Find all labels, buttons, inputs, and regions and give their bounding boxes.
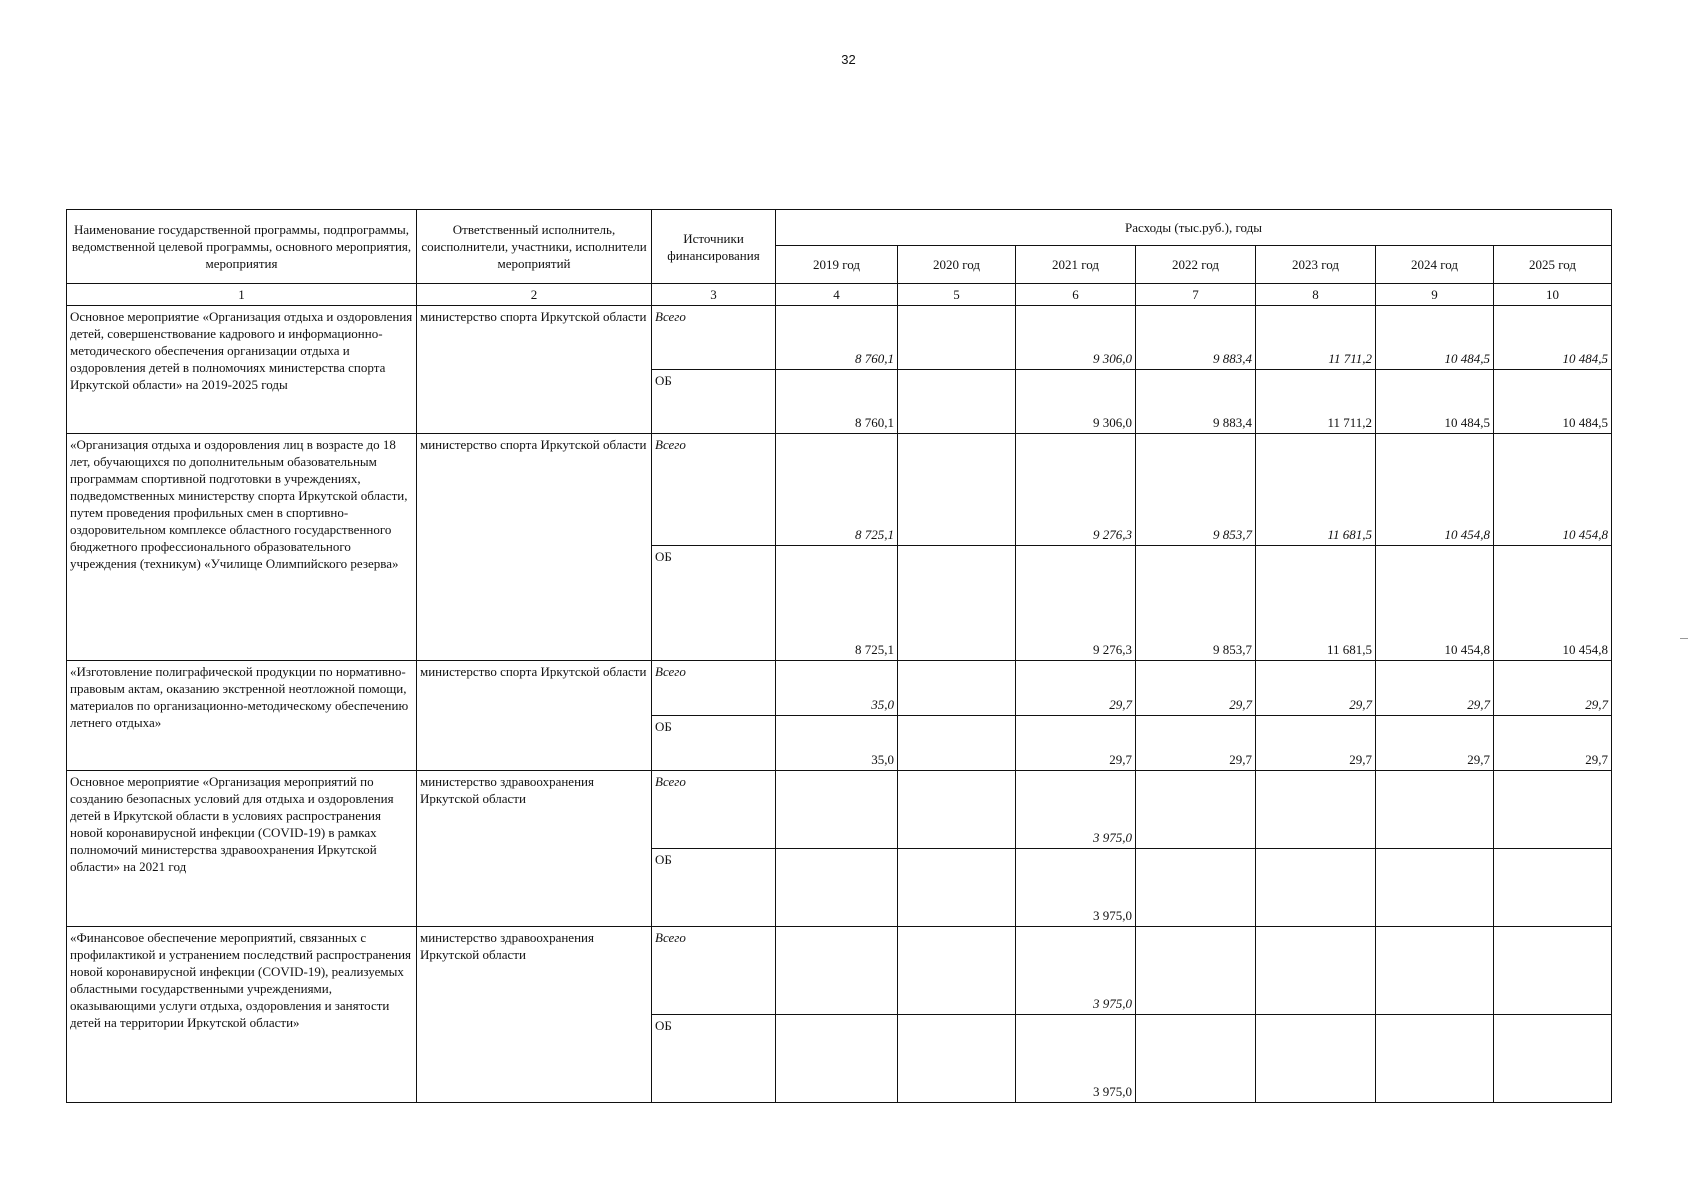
header-year: 2021 год bbox=[1016, 246, 1136, 284]
column-number: 10 bbox=[1494, 284, 1612, 306]
header-year: 2020 год bbox=[898, 246, 1016, 284]
sub-value: 9 306,0 bbox=[1016, 370, 1136, 434]
total-value bbox=[776, 771, 898, 849]
total-value bbox=[1256, 771, 1376, 849]
total-value bbox=[1494, 771, 1612, 849]
total-value: 9 306,0 bbox=[1016, 306, 1136, 370]
total-value bbox=[898, 434, 1016, 546]
sub-value: 29,7 bbox=[1016, 716, 1136, 771]
sub-value: 10 484,5 bbox=[1494, 370, 1612, 434]
sub-value: 35,0 bbox=[776, 716, 898, 771]
header-year: 2023 год bbox=[1256, 246, 1376, 284]
source-sub-label: ОБ bbox=[652, 716, 776, 771]
source-total-label: Всего bbox=[652, 771, 776, 849]
sub-value: 10 454,8 bbox=[1376, 546, 1494, 661]
total-value: 10 484,5 bbox=[1494, 306, 1612, 370]
sub-value: 3 975,0 bbox=[1016, 849, 1136, 927]
total-value: 29,7 bbox=[1256, 661, 1376, 716]
header-year: 2022 год bbox=[1136, 246, 1256, 284]
header-year: 2019 год bbox=[776, 246, 898, 284]
column-number: 1 bbox=[67, 284, 417, 306]
scan-mark bbox=[1680, 638, 1688, 639]
source-total-label: Всего bbox=[652, 434, 776, 546]
source-sub-label: ОБ bbox=[652, 849, 776, 927]
sub-value: 29,7 bbox=[1376, 716, 1494, 771]
total-value: 10 454,8 bbox=[1376, 434, 1494, 546]
total-value bbox=[1376, 771, 1494, 849]
sub-value bbox=[1494, 1015, 1612, 1103]
sub-value: 8 725,1 bbox=[776, 546, 898, 661]
header-year: 2024 год bbox=[1376, 246, 1494, 284]
total-value: 29,7 bbox=[1376, 661, 1494, 716]
total-value: 9 276,3 bbox=[1016, 434, 1136, 546]
activity-name: «Изготовление полиграфической продукции по нормативно-правовым актам, оказанию экстренной неотложной помощи, материалов по организационно-методическому обеспечению летнего отдыха» bbox=[67, 661, 417, 771]
executor-name: министерство здравоохранения Иркутской области bbox=[417, 771, 652, 927]
page-number: 32 bbox=[841, 52, 856, 67]
column-number: 9 bbox=[1376, 284, 1494, 306]
total-value: 9 883,4 bbox=[1136, 306, 1256, 370]
total-value: 8 760,1 bbox=[776, 306, 898, 370]
table-row bbox=[67, 306, 1612, 370]
header-name: Наименование государственной программы, подпрограммы, ведомственной целевой программы, основного мероприятия, мероприятия bbox=[67, 210, 417, 284]
source-total-label: Всего bbox=[652, 927, 776, 1015]
sub-value bbox=[898, 849, 1016, 927]
sub-value: 3 975,0 bbox=[1016, 1015, 1136, 1103]
source-sub-label: ОБ bbox=[652, 370, 776, 434]
column-number: 7 bbox=[1136, 284, 1256, 306]
total-value: 35,0 bbox=[776, 661, 898, 716]
column-number: 3 bbox=[652, 284, 776, 306]
total-value bbox=[1494, 927, 1612, 1015]
executor-name: министерство здравоохранения Иркутской области bbox=[417, 927, 652, 1103]
total-value: 29,7 bbox=[1136, 661, 1256, 716]
total-value: 9 853,7 bbox=[1136, 434, 1256, 546]
sub-value: 9 883,4 bbox=[1136, 370, 1256, 434]
sub-value: 9 276,3 bbox=[1016, 546, 1136, 661]
total-value bbox=[898, 927, 1016, 1015]
column-number: 8 bbox=[1256, 284, 1376, 306]
header-source: Источники финансирования bbox=[652, 210, 776, 284]
source-total-label: Всего bbox=[652, 661, 776, 716]
column-number: 5 bbox=[898, 284, 1016, 306]
source-sub-label: ОБ bbox=[652, 1015, 776, 1103]
sub-value bbox=[1256, 849, 1376, 927]
table-row bbox=[67, 771, 1612, 849]
sub-value bbox=[1494, 849, 1612, 927]
source-total-label: Всего bbox=[652, 306, 776, 370]
total-value: 10 484,5 bbox=[1376, 306, 1494, 370]
executor-name: министерство спорта Иркутской области bbox=[417, 661, 652, 771]
activity-name: «Финансовое обеспечение мероприятий, связанных с профилактикой и устранением последствий распространения новой коронавирусной инфекции (COVID-19), реализуемых областными государственными учреждениями, оказывающими услуги отдыха, оздоровления и занятости детей на территории Иркутской области» bbox=[67, 927, 417, 1103]
activity-name: Основное мероприятие «Организация мероприятий по созданию безопасных условий для отдыха и оздоровления детей в Иркутской области в условиях распространения новой коронавирусной инфекции (COVID-19) в рамках полномочий министерства здравоохранения Иркутской области» на 2021 год bbox=[67, 771, 417, 927]
total-value: 10 454,8 bbox=[1494, 434, 1612, 546]
total-value: 29,7 bbox=[1016, 661, 1136, 716]
sub-value: 9 853,7 bbox=[1136, 546, 1256, 661]
total-value: 11 681,5 bbox=[1256, 434, 1376, 546]
total-value: 3 975,0 bbox=[1016, 771, 1136, 849]
total-value: 11 711,2 bbox=[1256, 306, 1376, 370]
sub-value bbox=[898, 546, 1016, 661]
executor-name: министерство спорта Иркутской области bbox=[417, 306, 652, 434]
total-value bbox=[1136, 771, 1256, 849]
total-value bbox=[898, 771, 1016, 849]
total-value bbox=[1376, 927, 1494, 1015]
executor-name: министерство спорта Иркутской области bbox=[417, 434, 652, 661]
sub-value: 11 711,2 bbox=[1256, 370, 1376, 434]
sub-value: 10 454,8 bbox=[1494, 546, 1612, 661]
total-value bbox=[898, 306, 1016, 370]
sub-value bbox=[776, 849, 898, 927]
total-value: 8 725,1 bbox=[776, 434, 898, 546]
table-row bbox=[67, 927, 1612, 1015]
activity-name: «Организация отдыха и оздоровления лиц в возрасте до 18 лет, обучающихся по дополнительным обазовательным программам спортивной подготовки в учреждениях, подведомственных министерству спорта Иркутской области, путем проведения профильных смен в спортивно-оздоровительном комплексе областного государственного бюджетного профессионального образовательного учреждения (техникум) «Училище Олимпийского резерва» bbox=[67, 434, 417, 661]
sub-value bbox=[898, 716, 1016, 771]
total-value bbox=[776, 927, 898, 1015]
sub-value: 29,7 bbox=[1494, 716, 1612, 771]
total-value bbox=[1136, 927, 1256, 1015]
total-value bbox=[1256, 927, 1376, 1015]
sub-value: 8 760,1 bbox=[776, 370, 898, 434]
sub-value bbox=[1376, 1015, 1494, 1103]
sub-value bbox=[776, 1015, 898, 1103]
total-value: 3 975,0 bbox=[1016, 927, 1136, 1015]
total-value bbox=[898, 661, 1016, 716]
sub-value bbox=[1136, 849, 1256, 927]
sub-value: 11 681,5 bbox=[1256, 546, 1376, 661]
header-year: 2025 год bbox=[1494, 246, 1612, 284]
header-executor: Ответственный исполнитель, соисполнители, участники, исполнители мероприятий bbox=[417, 210, 652, 284]
column-number: 2 bbox=[417, 284, 652, 306]
sub-value: 29,7 bbox=[1256, 716, 1376, 771]
sub-value bbox=[898, 1015, 1016, 1103]
budget-table bbox=[66, 209, 1612, 1103]
sub-value: 29,7 bbox=[1136, 716, 1256, 771]
sub-value: 10 484,5 bbox=[1376, 370, 1494, 434]
sub-value bbox=[1136, 1015, 1256, 1103]
sub-value bbox=[1256, 1015, 1376, 1103]
table-row bbox=[67, 434, 1612, 546]
header-expenses: Расходы (тыс.руб.), годы bbox=[776, 210, 1612, 246]
table-row bbox=[67, 661, 1612, 716]
activity-name: Основное мероприятие «Организация отдыха и оздоровления детей, совершенствование кадрового и информационно-методического обеспечения организации отдыха и оздоровления детей в полномочиях министерства спорта Иркутской области» на 2019-2025 годы bbox=[67, 306, 417, 434]
source-sub-label: ОБ bbox=[652, 546, 776, 661]
total-value: 29,7 bbox=[1494, 661, 1612, 716]
sub-value bbox=[1376, 849, 1494, 927]
column-number: 6 bbox=[1016, 284, 1136, 306]
sub-value bbox=[898, 370, 1016, 434]
column-number: 4 bbox=[776, 284, 898, 306]
